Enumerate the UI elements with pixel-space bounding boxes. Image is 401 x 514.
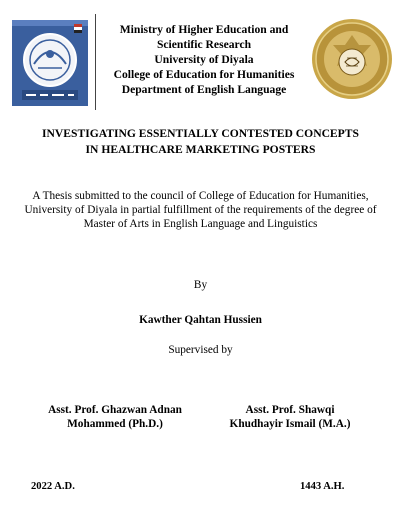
header-line: Ministry of Higher Education and — [119, 23, 289, 36]
header-line: College of Education for Humanities — [113, 68, 295, 81]
by-label: By — [193, 279, 208, 291]
supervisor-name: Asst. Prof. Shawqi — [245, 404, 335, 416]
university-logo — [12, 20, 88, 106]
title-line: IN HEALTHCARE MARKETING POSTERS — [85, 143, 316, 156]
supervisor-2 — [210, 403, 370, 431]
header-divider — [95, 14, 96, 110]
date-hijri: 1443 A.H. — [300, 481, 345, 492]
title-line: INVESTIGATING ESSENTIALLY CONTESTED CONCEPTS — [42, 127, 359, 140]
header-line: University of Diyala — [154, 53, 254, 66]
thesis-title — [10, 126, 391, 158]
institution-header — [100, 22, 308, 97]
supervisor-degree: Khudhayir Ismail (M.A.) — [229, 418, 351, 430]
supervisor-name: Asst. Prof. Ghazwan Adnan — [48, 404, 182, 416]
author-name: Kawther Qahtan Hussien — [139, 314, 262, 326]
date-gregorian: 2022 A.D. — [31, 481, 75, 492]
supervisor-1 — [30, 403, 200, 431]
supervised-by-label: Supervised by — [168, 344, 233, 356]
college-emblem — [311, 18, 393, 100]
header-line: Scientific Research — [156, 38, 252, 51]
thesis-description: A Thesis submitted to the council of College of Education for Humanities, University of Diyala in partial fulfillment of the requirements of the degree of Master of Arts in English Language and Linguistics — [24, 190, 377, 231]
header-line: Department of English Language — [121, 83, 287, 96]
supervisor-degree: Mohammed (Ph.D.) — [67, 418, 163, 430]
